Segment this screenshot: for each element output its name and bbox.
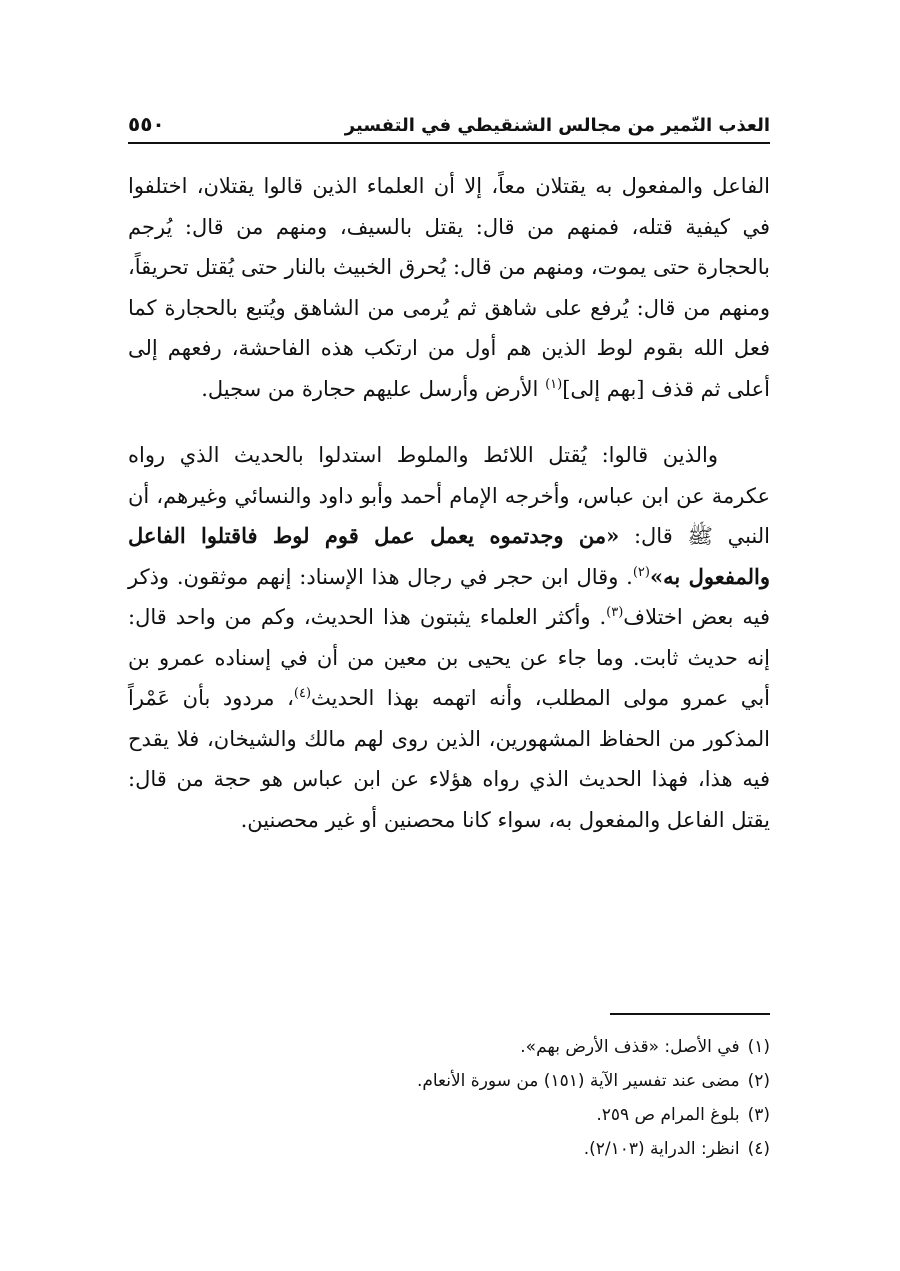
footnote-divider (610, 1013, 770, 1015)
paragraph-2-text-d: ، مردود بأن عَمْراً المذكور من الحفاظ المشهورين، الذين روى لهم مالك والشيخان، فلا يقدح فيه هذا، فهذا الحديث الذي رواه هؤلاء عن ابن عباس هو حجة من قال: يقتل الفاعل والمفعول به، سواء كانا محصنين أو غير محصنين. (128, 686, 770, 832)
footnote-marker-2: (٢) (632, 564, 650, 580)
footnote-text: بلوغ المرام ص ٢٥٩. (596, 1105, 740, 1125)
paragraph-1-text-a: الفاعل والمفعول به يقتلان معاً، إلا أن العلماء الذين قالوا يقتلان، اختلفوا في كيفية قتله، فمنهم من قال: يقتل بالسيف، ومنهم من قال: يُرجم بالحجارة حتى يموت، ومنهم من قال: يُحرق الخبيث بالنار حتى يُقتل تحريقاً، ومنهم من قال: يُرفع على شاهق ثم يُرمى من الشاهق ويُتبع بالحجارة كما فعل الله بقوم لوط الذين هم أول من ارتكب هذه الفاحشة، رفعهم إلى أعلى ثم قذف [بهم إلى] (128, 174, 770, 401)
paragraph-2-text-b: . وقال ابن حجر في رجال هذا الإسناد: إنهم موثقون. وذكر فيه بعض اختلاف (128, 564, 771, 629)
body-paragraph-1 (128, 166, 770, 409)
header-book-title: العذب النّمير من مجالس الشنقيطي في التفسير (344, 115, 770, 136)
footnote-text: انظر: الدراية (٢/١٠٣). (583, 1139, 740, 1159)
paragraph-2-text-c: . وأكثر العلماء يثبتون هذا الحديث، وكم من واحد قال: إنه حديث ثابت. وما جاء عن يحيى بن معين من أن في إسناده عمرو بن أبي عمرو مولى المطلب، وأنه اتهمه بهذا الحديث (128, 605, 770, 710)
footnote-marker-1: (١) (545, 376, 563, 392)
footnote-number: (٣) (747, 1105, 770, 1125)
footnotes-section (128, 1030, 770, 1166)
hadith-quote: «من وجدتموه يعمل عمل قوم لوط فاقتلوا الفاعل والمفعول به» (128, 523, 770, 589)
footnote-number: (١) (747, 1037, 770, 1057)
footnote-number: (٢) (747, 1071, 770, 1091)
footnote-4 (128, 1132, 770, 1166)
footnote-1 (128, 1030, 770, 1064)
paragraph-2-text-a: والذين قالوا: يُقتل اللائط والملوط استدلوا بالحديث الذي رواه عكرمة عن ابن عباس، وأخرجه الإمام أحمد وأبو داود والنسائي وغيرهم، أن النبي ﷺ قال: (128, 443, 770, 548)
book-page (128, 110, 770, 1220)
footnote-number: (٤) (747, 1139, 770, 1159)
footnote-marker-4: (٤) (293, 686, 312, 701)
footnote-2 (128, 1064, 770, 1098)
page-number: ٥٥٠ (128, 112, 165, 136)
footnote-text: مضى عند تفسير الآية (١٥١) من سورة الأنعام. (416, 1071, 740, 1091)
running-header (128, 110, 770, 144)
footnote-3 (128, 1098, 770, 1132)
body-paragraph-2 (128, 435, 770, 840)
footnote-text: في الأصل: «قذف الأرض بهم». (520, 1037, 740, 1057)
footnote-marker-3: (٣) (606, 605, 624, 620)
paragraph-1-text-b: الأرض وأرسل عليهم حجارة من سجيل. (201, 376, 546, 401)
